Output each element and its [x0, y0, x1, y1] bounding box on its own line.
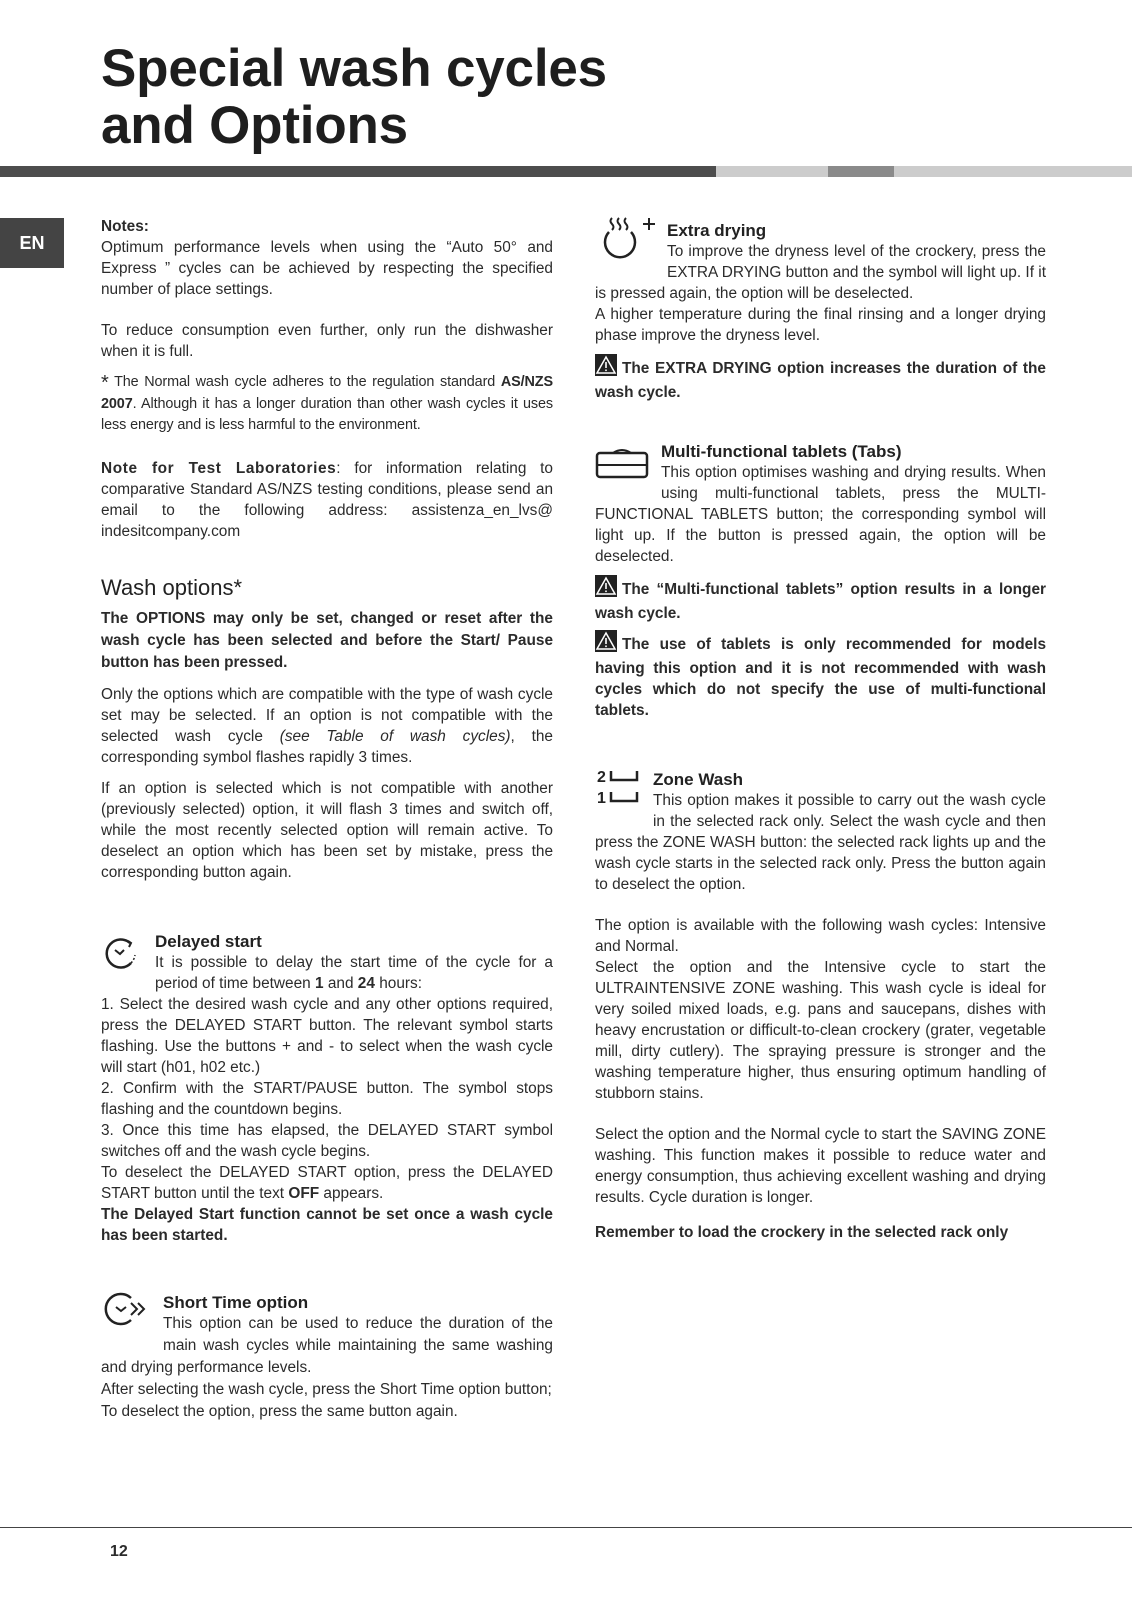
zone-wash-icon-bottom-label: 1: [597, 790, 606, 807]
tabs-warning-2: The use of tablets is only recommended for models having this option and it is not recommended with wash cycles which do not specify the use of multi-functional tablets.: [595, 630, 1046, 721]
short-time-icon: [101, 1288, 153, 1336]
warning-icon: [595, 575, 617, 603]
extra-drying-warning: The EXTRA DRYING option increases the duration of the wash cycle.: [595, 354, 1046, 403]
zone-wash-title: Zone Wash: [653, 770, 744, 789]
tabs-section: [595, 441, 1046, 721]
zone-wash-paragraph-4: Select the option and the Normal cycle to start the SAVING ZONE washing. This function makes it possible to reduce water and energy consumption, thus achieving excellent washing and drying results. Cycle duration is longer.: [595, 1126, 1046, 1206]
zone-wash-icon: [595, 765, 643, 813]
right-column: [595, 216, 1046, 1243]
tabs-warning-1: The “Multi-functional tablets” option results in a longer wash cycle.: [595, 575, 1046, 624]
footer-divider: [0, 1527, 1132, 1528]
delayed-start-step-3: 3. Once this time has elapsed, the DELAYED START symbol switches off and the wash cycle begins.: [101, 1122, 553, 1160]
delayed-start-step-2: 2. Confirm with the START/PAUSE button. The symbol stops flashing and the countdown begins.: [101, 1080, 553, 1118]
short-time-section: [101, 1288, 553, 1423]
zone-wash-paragraph-2: The option is available with the following wash cycles: Intensive and Normal.: [595, 917, 1046, 955]
warning-icon: [595, 354, 617, 382]
short-time-paragraph-1: This option can be used to reduce the duration of the main wash cycles while maintaining the same washing and drying performance levels.: [101, 1315, 553, 1376]
delayed-start-warning: The Delayed Start function cannot be set once a wash cycle has been started.: [101, 1206, 553, 1244]
header-bar-dark: [0, 166, 716, 177]
warning-icon: [595, 630, 617, 658]
page-title-line1: Special wash cycles: [101, 39, 607, 98]
standard-name: AS/NZS 2007: [101, 374, 553, 412]
notes-paragraph-2: To reduce consumption even further, only run the dishwasher when it is full.: [101, 322, 553, 360]
notes-paragraph-3: * The Normal wash cycle adheres to the regulation standard AS/NZS 2007. Although it has a longer duration than other wash cycles it uses less energy and is less harmful to the environment.: [101, 372, 553, 433]
delayed-start-step-1: 1. Select the desired wash cycle and any other options required, press the DELAYED START button. The relevant symbol starts flashing. Use the buttons + and - to select when the wash cycle will start (h01, h02 etc.): [101, 996, 553, 1076]
delayed-start-section: [101, 931, 553, 1246]
short-time-paragraph-3: To deselect the option, press the same button again.: [101, 1403, 458, 1420]
short-time-title: Short Time option: [163, 1293, 309, 1312]
delayed-start-paragraph: It is possible to delay the start time of the cycle for a period of time between 1 and 24 hours:: [155, 954, 553, 992]
extra-drying-paragraph-1: To improve the dryness level of the crockery, press the EXTRA DRYING button and the symbol will light up. If it is pressed again, the option will be deselected.: [595, 243, 1046, 302]
notes-heading: Notes:: [101, 218, 149, 235]
zone-wash-paragraph-3: Select the option and the Intensive cycle to start the ULTRAINTENSIVE ZONE washing. This wash cycle is ideal for very soiled mixed loads, e.g. pans and saucepans, dishes with heavy encrustation or difficult-to-clean crockery (grater, vegetable mill, dirty cutlery). The spraying pressure is stronger and the washing temperature higher, thus ensuring optimum handling of stubborn stains.: [595, 959, 1046, 1102]
zone-wash-paragraph-1: This option makes it possible to carry out the wash cycle in the selected rack only. Select the wash cycle and then press the ZONE WASH button: the selected rack lights up and the wash cycle starts in the selected rack only. Press the button again to deselect the option.: [595, 792, 1046, 893]
extra-drying-icon: [595, 216, 657, 270]
page-number: 12: [110, 1543, 128, 1560]
zone-wash-reminder: Remember to load the crockery in the selected rack only: [595, 1224, 1009, 1241]
delayed-start-icon: [101, 933, 145, 979]
asterisk: *: [101, 372, 109, 394]
zone-wash-icon-top-label: 2: [597, 769, 606, 786]
extra-drying-paragraph-2: A higher temperature during the final rinsing and a longer drying phase improve the dryness level.: [595, 306, 1046, 344]
options-paragraph-1: Only the options which are compatible with the type of wash cycle set may be selected. If an option is not compatible with the selected wash cycle (see Table of wash cycles), the corresponding symbol flashes rapidly 3 times.: [101, 686, 553, 766]
short-time-paragraph-2: After selecting the wash cycle, press the Short Time option button;: [101, 1381, 552, 1398]
notes-paragraph-1: Optimum performance levels when using the “Auto 50° and Express ” cycles can be achieved by respecting the specified number of place settings.: [101, 239, 553, 298]
wash-options-title: Wash options*: [101, 575, 243, 600]
options-warning: The OPTIONS may only be set, changed or reset after the wash cycle has been selected and before the Start/ Pause button has been pressed.: [101, 610, 553, 671]
extra-drying-title: Extra drying: [667, 221, 767, 240]
tabs-title: Multi-functional tablets (Tabs): [661, 442, 902, 461]
test-lab-note: Note for Test Laboratories: for information relating to comparative Standard AS/NZS testing conditions, please send an email to the following address: assistenza_en_lvs@ indesitcompany.com: [101, 460, 553, 540]
extra-drying-section: [595, 216, 1046, 403]
zone-wash-section: [595, 763, 1046, 1243]
language-tab: EN: [0, 218, 64, 268]
delayed-start-deselect: To deselect the DELAYED START option, press the DELAYED START button until the text OFF appears.: [101, 1164, 553, 1202]
header-bar-mid: [828, 166, 894, 177]
delayed-start-title: Delayed start: [155, 932, 262, 951]
page-title: [101, 40, 607, 154]
options-paragraph-2: If an option is selected which is not compatible with another (previously selected) option, it will flash 3 times and switch off, while the most recently selected option will remain active. To deselect an option which has been set by mistake, press the corresponding button again.: [101, 780, 553, 881]
header-bar-light-2: [894, 166, 1132, 177]
left-column: [101, 216, 553, 1423]
header-bar-light-1: [716, 166, 828, 177]
tabs-paragraph: This option optimises washing and drying results. When using multi-functional tablets, press the MULTI-FUNCTIONAL TABLETS button; the corresponding symbol will light up. If the button is pressed again, the option will be deselected.: [595, 464, 1046, 565]
tablets-icon: [595, 447, 651, 487]
page-title-line2: and Options: [101, 96, 408, 155]
